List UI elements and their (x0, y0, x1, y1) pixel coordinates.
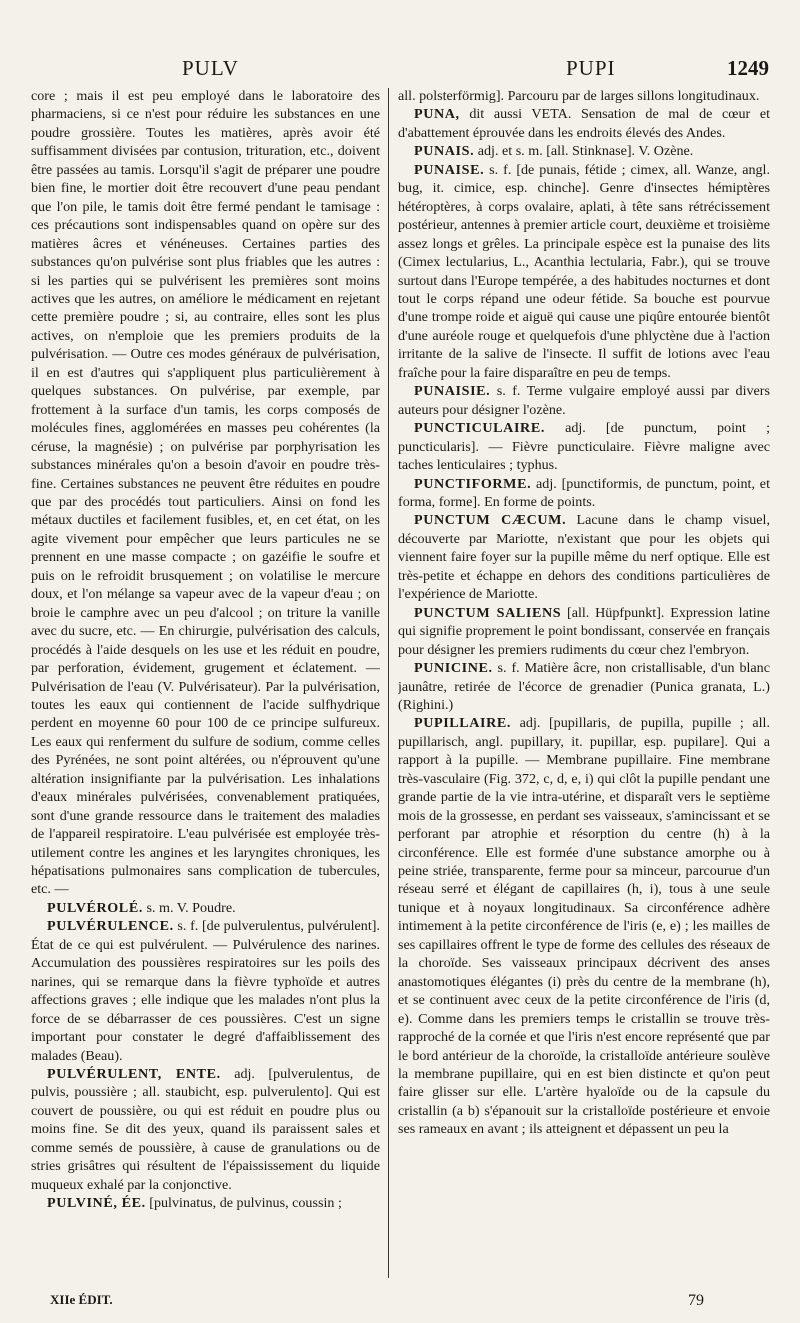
entry-headword: PULVÉRULENT, ENTE. (47, 1066, 221, 1083)
dictionary-entry (398, 511, 770, 603)
page-header (0, 56, 800, 82)
entry-text: all. polsterförmig]. Parcouru par de larges sillons longitudinaux. (398, 88, 760, 104)
entry-text: dit aussi VETA. Sensation de mal de cœur et d'abattement éprouvée dans les endroits élevés des Andes. (398, 106, 770, 141)
entry-text: s. f. [de punais, fétide ; cimex, all. Wanze, angl. bug, it. cimice, esp. chinche]. Genre d'insectes hémiptères hétéroptères, à corps ovalaire, aplati, à tête sans rétrécissement postérieur, antennes à premier article court, deuxième et troisième assez longs et grêles. La principale espèce est la punaise des lits (Cimex lectularius, L., Acanthia lectularia, Fabr.), qui se trouve surtout dans l'Europe tempérée, a des habitudes nocturnes et dont tout le corps répand une odeur fétide. Sa bouche est pourvue d'une trompe roide et aiguë qui cause une piqûre entourée bientôt d'une auréole rouge et quelquefois d'une phlyctène due à l'action irritante de la salive de l'insecte. Il suffit de lotions avec l'eau fraîche pour la faire disparaître en peu de temps. (398, 161, 770, 381)
signature-number: 79 (688, 1292, 704, 1309)
entry-headword: PUNCTUM CÆCUM. (414, 512, 567, 529)
column-divider (388, 88, 389, 1278)
dictionary-entry (31, 899, 380, 917)
dictionary-entry (31, 1065, 380, 1194)
entry-text: Lacune dans le champ visuel, découverte par Mariotte, n'existant que pour les objets qui viennent faire foyer sur la pupille même du nerf optique. Elle est très-petite et échappe en dehors des conditions particulières de l'expérience de Mariotte. (398, 512, 770, 603)
entry-text: s. f. Terme vulgaire employé aussi par divers auteurs pour désigner l'ozène. (398, 383, 770, 418)
page-number: 1249 (727, 56, 769, 80)
entry-headword: PULVINÉ, ÉE. (47, 1195, 146, 1212)
dictionary-entry (398, 475, 770, 512)
entry-headword: PUNAISE. (414, 161, 485, 178)
entry-text: s. f. [de pulverulentus, pulvérulent]. État de ce qui est pulvérulent. — Pulvérulence des narines. Accumulation des poussières respiratoires sur les poils des narines, qui se remarque dans la fièvre typhoïde et autres affections graves ; elle indique que les malades n'ont plus la force de se débarrasser de ces poussières. C'est un signe important pour constater le degré d'affaiblissement des malades (Beau). (31, 918, 380, 1064)
dictionary-entry (398, 714, 770, 1138)
dictionary-entry (398, 142, 770, 160)
running-head-right: PUPI (566, 56, 616, 80)
entry-headword: PUNAISIE. (414, 383, 491, 400)
entry-text: adj. [punctiformis, de punctum, point, et forma, forme]. En forme de points. (398, 475, 770, 510)
dictionary-entry (31, 1194, 380, 1212)
entry-text: [all. Hüpfpunkt]. Expression latine qui signifie proprement le point bondissant, conservée en français pour désigner les premiers rudiments du cœur chez l'embryon. (398, 604, 770, 658)
entry-text: s. m. V. Poudre. (146, 899, 236, 916)
entry-text: s. f. Matière âcre, non cristallisable, d'un blanc jaunâtre, retirée de l'écorce de grenadier (Punica granata, L.) (Righini.) (398, 660, 770, 713)
dictionary-entry (398, 161, 770, 382)
entry-text: [pulvinatus, de pulvinus, coussin ; (149, 1195, 342, 1212)
entry-headword: PUNA, (414, 106, 460, 123)
edition-mark: XIIe ÉDIT. (50, 1292, 113, 1307)
running-head-left: PULV (182, 56, 239, 80)
entry-text: adj. [pulverulentus, de pulvis, poussière ; all. staubicht, esp. pulverulento]. Qui est couvert de poussière, ou qui est réduit en poudre plus ou moins fine. Se dit des yeux, quand ils paraissent sales et comme semés de poussière, à cause de granulations ou de stries grisâtres qui résultent de l'épaississement du liquide muqueux exhalé par la conjonctive. (31, 1066, 380, 1193)
entry-text: core ; mais il est peu employé dans le laboratoire des pharmaciens, si ce n'est pour réduire les substances en une poudre grossière. Toutes les matières, après avoir été suffisamment divisées par contusion, trituration, etc., doivent être passées au tamis. Lorsqu'il s'agit de préparer une poudre bien fine, le mortier doit être recouvert d'une peau pendant que l'on pile, le tamis doit être fermé pendant le tamisage : ces précautions sont indispensables quand on opère sur des matières âcres et vénéneuses. Certaines parties des substances qu'on pulvérise sont plus friables que les autres : si les parties qui se pulvérisent les premières sont moins actives que les autres, on améliore le médicament en rejetant cette première poudre ; si, au contraire, elles sont les plus actives, on n'emploie que les premiers produits de la pulvérisation. — Outre ces modes généraux de pulvérisation, il en est d'autres qui s'appliquent plus particulièrement à quelques substances. On pulvérise, par exemple, par frottement à la surface d'un tamis, les corps composés de molécules fines, agglomérées en masses peu cohérentes (la céruse, la magnésie) ; on pulvérise par porphyrisation les substances minérales qu'on a besoin d'avoir en poudre très-fine. Certaines substances ne peuvent être réduites en poudre que par des procédés tout particuliers. Ainsi on fond les métaux ductiles et facilement fusibles, et, en cet état, on les agite vivement pour empêcher que leurs particules ne se prennent en une masse compacte ; on gazéifie le soufre et puis on le refroidit brusquement ; on volatilise le mercure doux, et l'on mélange sa vapeur avec de la vapeur d'eau ; on broie le camphre avec un peu d'alcool ; on triture la vanille avec du sucre, etc. — En chirurgie, pulvérisation des calculs, procédés à l'aide desquels on les use et les réduit en poudre, par perforation, évidement, grugement et éclatement. — Pulvérisation de l'eau (V. Pulvérisateur). Par la pulvérisation, toutes les eaux qui contiennent de l'acide sulfhydrique perdent en moyenne 60 pour 100 de ce principe sulfureux. Les eaux qui renferment du sulfure de sodium, comme celles des Pyrénées, ne sont point altérées, ou n'éprouvent qu'une altération insignifiante par la pulvérisation. Les inhalations d'eaux minérales pulvérisées, convenablement pratiquées, sont d'une grande ressource dans le traitement des maladies de l'appareil respiratoire. L'eau pulvérisée est employée très-utilement contre les angines et les laryngites chroniques, les hépatisations pulmonaires sans complication de tubercules, etc. — (31, 88, 380, 898)
entry-headword: PUPILLAIRE. (414, 715, 512, 732)
entry-text: adj. [pupillaris, de pupilla, pupille ; all. pupillarisch, angl. pupillary, it. pupillar, esp. pupilare]. Qui a rapport à la pupille. — Membrane pupillaire. Fine membrane très-vasculaire (Fig. 372, c, d, e, i) qui clôt la pupille pendant une grande partie de la vie intra-utérine, et disparaît vers le septième mois de la grossesse, en perdant ses vaisseaux, s'amincissant et se perforant par atrophie et résorption du centre (h) à la circonférence. Elle est formée d'une substance amorphe ou à peine striée, transparente, ferme pour sa minceur, parcourue d'un réseau serré et élégant de capillaires (h, i), tous à une seule tunique et à noyaux longitudinaux. Sa circonférence adhère intimement à la petite circonférence de l'iris (e, e) ; les mailles de ses capillaires offrent le type de forme des cellules des réseaux de la choroïde. Ses vaisseaux principaux décrivent des anses anastomotiques élégantes (i) près du centre de la membrane (h), et se continuent avec ceux de la petite circonférence de l'iris (d, e). Comme dans les premiers temps le cristallin se trouve très-rapproché de la cornée et que l'iris n'est encore représenté que par le bord antérieur de la choroïde, la cristalloïde antérieure soulève la membrane pupillaire, qui en est bien distincte et qu'on peut faire glisser sur elle. L'artère hyaloïde ou de la capsule du cristallin (a b) s'épanouit sur la cristalloïde postérieure et envoie ses rameaux en avant ; ils atteignent et dépassent un peu la (398, 715, 770, 1138)
entry-headword: PUNCTICULAIRE. (414, 420, 545, 437)
left-column (31, 87, 380, 1283)
entry-text: adj. et s. m. [all. Stinknase]. V. Ozène. (477, 143, 694, 160)
entry-headword: PULVÉROLÉ. (47, 899, 143, 916)
entry-text: adj. [de punctum, point ; puncticularis]. — Fièvre puncticulaire. Fièvre maligne avec taches lenticulaires ; typhus. (398, 420, 770, 474)
entry-headword: PULVÉRULENCE. (47, 918, 174, 935)
page-footer (0, 1292, 800, 1316)
entry-headword: PUNCTUM SALIENS (414, 604, 562, 621)
entry-headword: PUNCTIFORME. (414, 475, 532, 492)
dictionary-entry (398, 105, 770, 142)
dictionary-entry (398, 87, 770, 105)
dictionary-entry (31, 917, 380, 1065)
entry-headword: PUNAIS. (414, 143, 475, 160)
dictionary-entry (398, 604, 770, 659)
dictionary-entry (398, 659, 770, 714)
dictionary-entry (398, 382, 770, 419)
dictionary-entry (398, 419, 770, 474)
dictionary-entry (31, 87, 380, 899)
entry-headword: PUNICINE. (414, 660, 493, 677)
right-column (398, 87, 770, 1283)
